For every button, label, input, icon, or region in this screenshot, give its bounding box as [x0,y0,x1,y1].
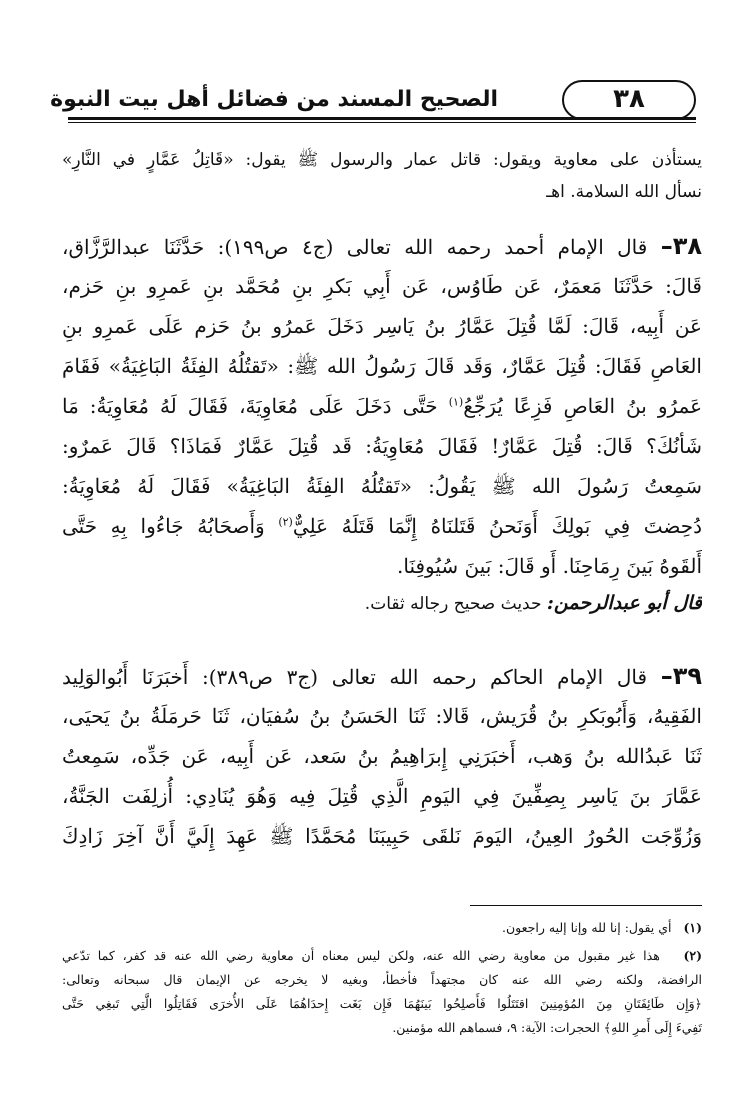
text-line: الفَقِيهُ، وَأَبُوبَكرِ بنُ قُرَيش، قَالا: ثَنَا الحَسَنُ بنُ سُفيَان، ثَنَا حَرمَلَةُ بنُ يَحيَى، [62,704,702,728]
hadith-number: ٣٩– [660,662,702,690]
grading-text: حديث صحيح رجاله ثقات. [364,594,542,614]
continuation-paragraph [62,144,702,208]
footnote-1: (١) أي يقول: إنا لله وإنا إليه راجعون. [502,920,702,935]
grading-line [62,586,702,620]
page-number: ٣٨ [562,80,696,120]
book-title: الصحيح المسند من فضائل أهل بيت النبوة [50,87,498,112]
text-line: العَاصِ فَقَالَ: قُتِلَ عَمَّارٌ، وَقَد قَالَ رَسُولُ الله ﷺ: «تَقتُلُهُ الفِئَةُ البَاغِيَةُ» فَقَامَ [62,354,702,378]
text-line: أَلقَوهُ بَينَ رِمَاحِنَا. أَو قَالَ: بَينَ سُيُوفِنَا. [397,554,702,578]
text-line: قَالَ: حَدَّثَنَا مَعمَرٌ، عَن طَاوُس، عَن أَبِي بَكرِ بنِ مُحَمَّد بنِ عَمرِو بنِ حَزم، [62,274,702,298]
footnote-ref[interactable]: (١) [448,395,464,409]
footnote-ref[interactable]: (٢) [278,515,293,529]
text-line: شَأنُكَ؟ قَالَ: قُتِلَ عَمَّارٌ! فَقَالَ مُعَاوِيَةُ: قَد قُتِلَ عَمَّارٌ فَمَاذَا؟ قَالَ عَمرٌو: [62,434,702,458]
text-line: عَمَّارَ بنَ يَاسِر بِصِفِّينَ فِي اليَومِ الَّذِي قُتِلَ فِيه وَهُوَ يُنَادِي: أُزلِفَت الجَنَّةُ، [62,784,702,808]
footnote-number: (٢) [683,948,702,963]
text-line: يستأذن على معاوية ويقول: قاتل عمار والرسول ﷺ يقول: «قَاتِلُ عَمَّارٍ في النَّارِ» [62,150,702,170]
footnote-separator [470,905,702,906]
footnote-line: تَفِيءَ إِلَى أَمرِ اللهِ﴾ الحجرات: الآية: ٩، فسماهم الله مؤمنين. [392,1020,702,1035]
text-line: ٣٨– قال الإمام أحمد رحمه الله تعالى (ج٤ ص١٩٩): حَدَّثَنَا عبدالرَّزَّاق، [62,232,702,260]
hadith-38 [62,226,702,620]
text-line: عَن أَبِيه، قَالَ: لَمَّا قُتِلَ عَمَّارُ بنُ يَاسِر دَخَلَ عَمرُو بنُ حَزم عَلَى عَمرِو بنِ [62,314,702,338]
footnote-number: (١) [683,920,702,935]
text-line: ٣٩– قال الإمام الحاكم رحمه الله تعالى (ج٣ ص٣٨٩): أَخبَرَنَا أَبُوالوَلِيد [62,662,702,690]
text-line: سَمِعتُ رَسُولَ الله ﷺ يَقُولُ: «تَقتُلُهُ الفِئَةُ البَاغِيَةُ» فَقَالَ لَهُ مُعَاوِيَةُ: [62,474,702,498]
footnote-line: ﴿وَإِن طَائِفَتَانِ مِنَ المُؤمِنِينَ اقتَتَلُوا فَأَصلِحُوا بَينَهُمَا فَإِن بَغَت إِحدَاهُمَا عَلَى الأُخرَى فَقَاتِلُوا الَّتِي تَبغِي حَتَّى [62,996,702,1011]
hadith-39 [62,656,702,856]
footnote-2: (٢) هذا غير مقبول من معاوية رضي الله عنه، ولكن ليس معناه أن معاوية رضي الله عنه قد كفر، كما تدّعي [62,948,702,963]
author-signature: قال أبو عبدالرحمن: [546,592,702,614]
text-line: وَزُوِّجَت الحُورُ العِينُ، اليَومَ نَلقَى حَبِيبَنَا مُحَمَّدًا ﷺ عَهِدَ إِلَيَّ أَنَّ آخِرَ زَادِكَ [62,824,702,848]
footnote-line: الرافضة، ولكنه رضي الله عنه كان مجتهداً فأخطأ، وبغيه لا يخرجه عن الإيمان قال سبحانه وتعالى: [62,972,702,987]
footnotes [62,916,702,1040]
text-line: دُحِضتَ فِي بَولِكَ أَوَنَحنُ قَتَلنَاهُ إِنَّمَا قَتَلَهُ عَلِيٌّ$^{(٢)}$ وَأَصحَابُهُ جَاءُوا بِهِ حَتَّى [62,514,702,538]
text-line: ثَنَا عَبدُالله بنُ وَهب، أَخبَرَنِي إِبرَاهِيمُ بنُ سَعد، عَن أَبِيه، عَن جَدِّه، سَمِعتُ [62,744,702,768]
hadith-number: ٣٨– [660,232,702,260]
header-rule [68,117,696,120]
text-line: عَمرُو بنُ العَاصِ فَزِعًا يُرَجِّعُ$^{(١)}$ حَتَّى دَخَلَ عَلَى مُعَاوِيَةَ، فَقَالَ لَهُ مُعَاوِيَةُ: مَا [62,394,702,418]
text-line: نسأل الله السلامة. اهـ [546,182,702,202]
header-rule-thin [68,122,696,123]
